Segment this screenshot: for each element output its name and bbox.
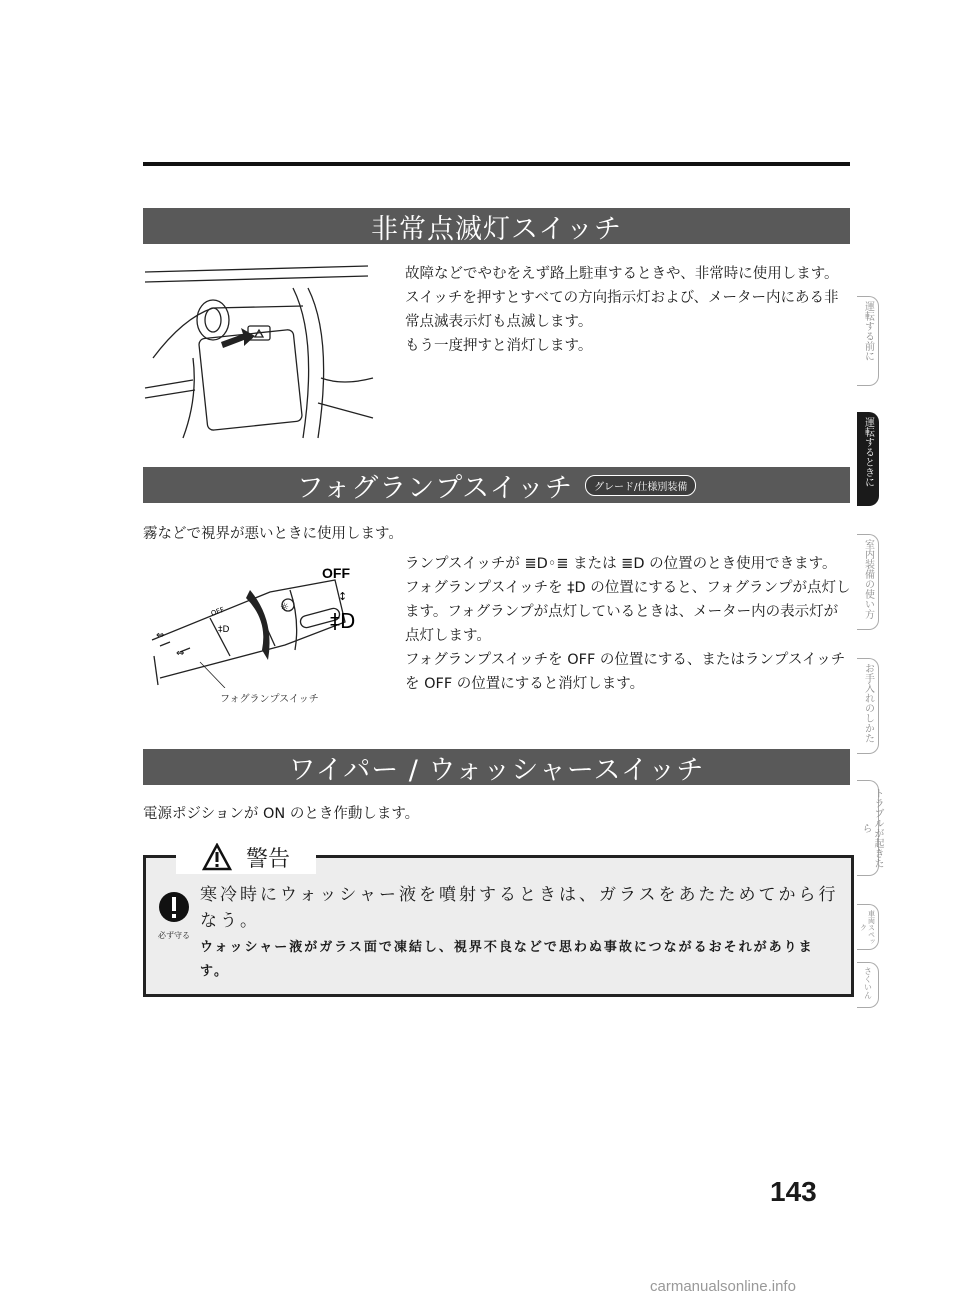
warning-title: 警告: [245, 846, 290, 872]
side-tab-maintenance[interactable]: お手入れのしかた: [857, 658, 879, 754]
warning-sub-text: ウォッシャー液がガラス面で凍結し、視界不良などで思わぬ事故につながるおそれがあります。: [200, 940, 814, 979]
warning-header: [176, 840, 316, 874]
side-tab-specs[interactable]: 車両スペック: [857, 904, 879, 950]
svg-text:‡D: ‡D: [218, 625, 230, 635]
svg-text:⇔: ⇔: [156, 630, 165, 641]
page-number: 143: [770, 1176, 817, 1207]
warning-main-text: 寒冷時にウォッシャー液を噴射するときは、ガラスをあたためてから行なう。: [200, 885, 839, 931]
top-rule: [143, 162, 850, 166]
section-title-fog: フォグランプスイッチ グレード/仕様別装備: [143, 467, 850, 503]
section-title-hazard: 非常点滅灯スイッチ: [143, 208, 850, 244]
fog-switch-illustration: [150, 560, 382, 688]
svg-text:↕: ↕: [338, 590, 348, 603]
fog-text: ランプスイッチが ≣D◦≣ または ≣D の位置のとき使用できます。 フォグランプスイッチを ‡D の位置にすると、フォグランプが点灯します。フォグランプが点灯しているときは、メーター内の表示灯が点灯します。 フォグランプスイッチを OFF の位置にする、またはランプスイッチを OFF の位置にすると消灯します。: [405, 556, 851, 692]
side-tab-before-driving[interactable]: 運転する前に: [857, 296, 879, 386]
wiper-intro: 電源ポジションが ON のとき作動します。: [143, 806, 420, 822]
side-tab-index[interactable]: さくいん: [857, 962, 879, 1008]
side-tab-interior-equipment[interactable]: 室内装備の使い方: [857, 534, 879, 630]
off-label: OFF: [322, 565, 350, 581]
watermark: carmanualsonline.info: [650, 1278, 796, 1295]
svg-text:☼: ☼: [280, 602, 289, 613]
svg-text:‡D: ‡D: [330, 609, 356, 633]
side-tab-troubleshooting[interactable]: トラブルが起きたら: [857, 780, 879, 876]
must-follow-icon: 必ず守る: [154, 890, 194, 938]
svg-text:⇔: ⇔: [176, 648, 185, 659]
svg-text:OFF: OFF: [209, 605, 226, 618]
fog-caption: フォグランプスイッチ: [220, 694, 319, 705]
warning-triangle-icon: [202, 843, 232, 871]
side-tab-while-driving[interactable]: 運転するときに: [857, 412, 879, 506]
grade-badge: グレード/仕様別装備: [585, 475, 696, 496]
hazard-switch-illustration: [143, 258, 375, 440]
fog-intro: 霧などで視界が悪いときに使用します。: [143, 526, 403, 542]
hazard-text: 故障などでやむをえず路上駐車するときや、非常時に使用します。 スイッチを押すとすべての方向指示灯および、メーター内にある非常点滅表示灯も点滅します。 もう一度押すと消灯します。: [405, 266, 839, 354]
section-title-wiper: ワイパー / ウォッシャースイッチ: [143, 749, 850, 785]
